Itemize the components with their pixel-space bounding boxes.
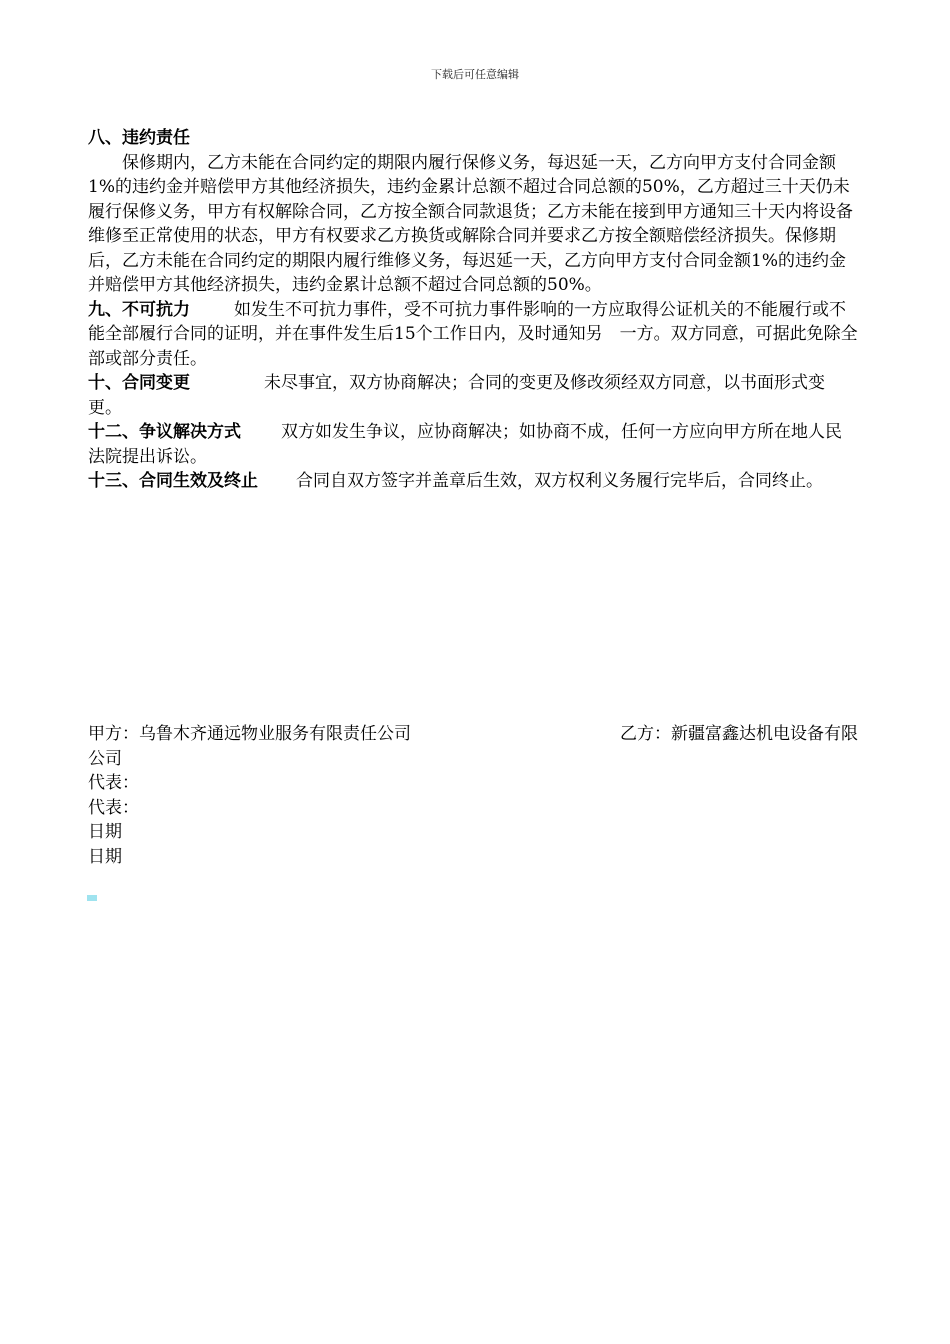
section-13-body: 合同自双方签字并盖章后生效，双方权利义务履行完毕后，合同终止。 [296,471,823,491]
party-b-name: 乙方：新疆富鑫达机电设备有限 [620,724,858,744]
section-10-body: 未尽事宜，双方协商解决；合同的变更及修改须经双方同意，以书面形式变更。 [88,373,825,418]
section-12-heading: 十二、争议解决方式 [88,422,241,442]
party-a-representative: 代表： [88,773,139,793]
section-13-heading: 十三、合同生效及终止 [88,471,258,491]
page-header: 下载后可任意编辑 [431,68,519,81]
contract-body [88,126,858,494]
section-10 [88,371,858,420]
section-10-heading: 十、合同变更 [88,373,190,393]
section-12-body: 双方如发生争议，应协商解决；如协商不成，任何一方应向甲方所在地人民法院提出诉讼。 [88,422,842,467]
party-row [88,722,858,747]
party-b-date: 日期 [88,846,122,867]
section-9-heading: 九、不可抗力 [88,299,190,320]
party-a-name: 甲方：乌鲁木齐通远物业服务有限责任公司 [88,724,411,744]
selection-marker [87,895,97,901]
section-9-body: 如发生不可抗力事件，受不可抗力事件影响的一方应取得公证机关的不能履行或不能全部履行合同的证明，并在事件发生后15个工作日内，及时通知另 一方。双方同意，可据此免除全部或部分责任。 [88,299,858,369]
signature-block [88,722,858,869]
party-b-name-cont: 公司 [88,748,122,769]
party-b-representative: 代表： [88,797,139,818]
section-8-heading: 八、违约责任 [88,128,190,148]
section-12 [88,420,858,469]
section-8-body: 保修期内，乙方未能在合同约定的期限内履行保修义务，每迟延一天，乙方向甲方支付合同金额1%的违约金并赔偿甲方其他经济损失，违约金累计总额不超过合同总额的50%，乙方超过三十天仍未履行保修义务，甲方有权解除合同，乙方按全额合同款退货；乙方未能在接到甲方通知三十天内将设备维修至正常使用的状态，甲方有权要求乙方换货或解除合同并要求乙方按全额赔偿经济损失。保修期后，乙方未能在合同约定的期限内履行维修义务，每迟延一天，乙方向甲方支付合同金额1%的违约金并赔偿甲方其他经济损失，违约金累计总额不超过合同总额的50%。 [88,152,853,295]
section-13 [88,469,858,494]
section-9 [88,298,858,372]
party-a-date: 日期 [88,822,122,842]
